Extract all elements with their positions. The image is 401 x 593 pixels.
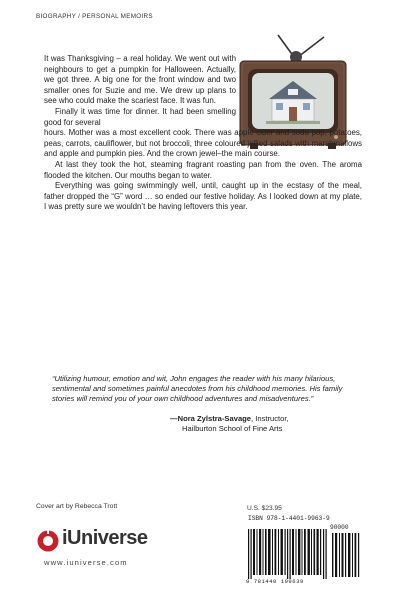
isbn-label: ISBN 978-1-4401-9963-9 [248, 515, 330, 522]
story-paragraph-1: It was Thanksgiving – a real holiday. We went out with neighbours to get a pumpkin for Halloween. Actually, we got three. A big one for the front window and two smaller ones for Suzie and me. We drew up plans to see who could make the scariest face. It was fun. [44, 54, 236, 106]
story-paragraph-2-start: Finally it was time for dinner. It had been smelling good for several [44, 106, 236, 127]
story-paragraph-2-end: hours. Mother was a most excellent cook. There was apple cider and soda pop, potatoes, peas, carrots, cauliflower, but not broccoli, three coloured jellied salads with marshmallows and apple and pumpkin pies. And the crown jewel–the main course. [44, 128, 362, 159]
barcode-addon: 90000 [330, 524, 349, 531]
story-paragraph-3: At last they took the hot, steaming fragrant roasting pan from the oven. The aroma flooded the kitchen. Our mouths began to water. [44, 159, 362, 180]
barcode-number: 9 781440 199639 [246, 578, 304, 585]
story-excerpt [44, 54, 362, 213]
cover-art-credit: Cover art by Rebecca Trott [36, 503, 118, 510]
quote-school: Hailburton School of Fine Arts [182, 424, 283, 434]
category-label: BIOGRAPHY / PERSONAL MEMOIRS [36, 13, 153, 20]
quote-author: —Nora Zylstra-Savage [170, 414, 252, 423]
story-paragraph-4: Everything was going swimmingly well, until, caught up in the ecstasy of the meal, father dropped the “G” word … so ended our festive holiday. As I looked down at my plate, I was pretty sure we wouldn’t be having leftovers this year. [44, 181, 362, 212]
review-quote [52, 374, 344, 405]
publisher-name: iUniverse [62, 527, 148, 549]
quote-attribution [170, 414, 370, 435]
price-label: U.S. $23.95 [247, 505, 282, 512]
publisher-url: www.iuniverse.com [44, 558, 128, 567]
quote-author-role: , Instructor, [251, 414, 289, 423]
quote-text: “Utilizing humour, emotion and wit, John engages the reader with his many hilarious, sentimental and sometimes painful anecdotes from his childhood memories. His family stories will remind you of your own childhood adventures and misadventures.” [52, 374, 343, 404]
